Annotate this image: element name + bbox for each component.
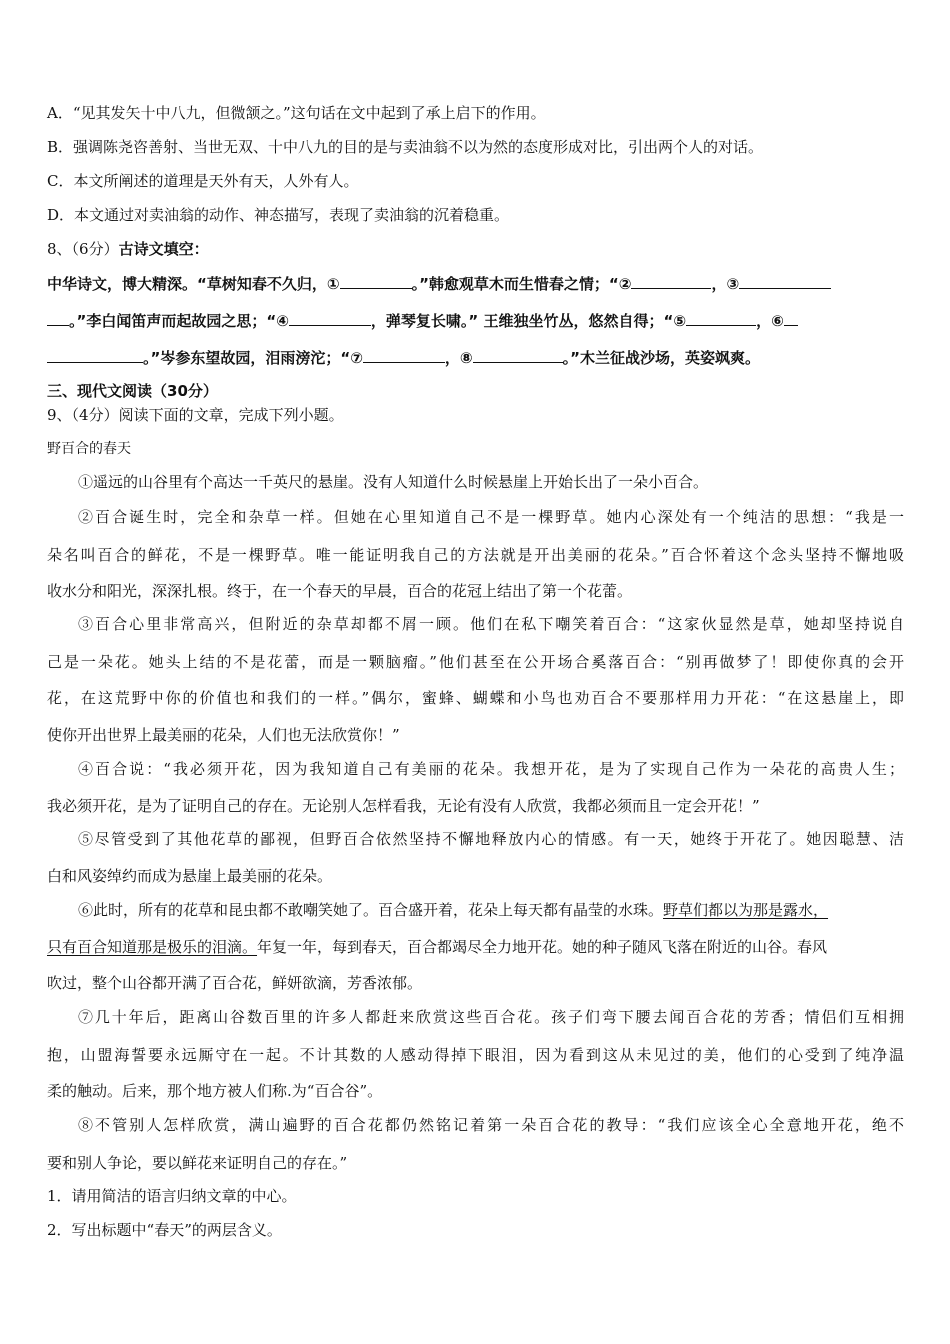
p6-underlined-sentence-2: 只有百合知道那是极乐的泪滴。: [47, 938, 258, 956]
q8-line1-text-b: 。”韩愈观草木而生惜春之情；“②: [411, 275, 632, 293]
section-3-heading: 三、现代文阅读（30分）: [47, 382, 218, 400]
option-a: A．“见其发矢十中八九，但微颔之。”这句话在文中起到了承上启下的作用。: [47, 104, 546, 122]
p5-l1-text: ⑤尽管受到了其他花草的鄙视，但野百合依然坚持不懈地释放内心的情感。有一天，她终于开花了。她因聪慧、洁: [78, 830, 904, 848]
paragraph-7-line-3: 柔的触动。后来，那个地方被人们称.为“百合谷”。: [47, 1082, 383, 1100]
p3-l3-text: 花，在这荒野中你的价值也和我们的一样。”偶尔，蜜蜂、蝴蝶和小鸟也劝百合不要那样用力开花：“在这悬崖上，即: [47, 689, 904, 707]
blank-8[interactable]: [473, 346, 563, 363]
paragraph-4-line-2: 我必须开花，是为了证明自己的存在。无论别人怎样看我，无论有没有人欣赏，我都必须而且一定会开花！”: [47, 797, 760, 815]
article-title: 野百合的春天: [47, 441, 131, 457]
q9-intro: 9、（4分）阅读下面的文章，完成下列小题。: [47, 406, 344, 424]
paragraph-7-line-2: [47, 1045, 904, 1065]
blank-6-cont[interactable]: [47, 346, 143, 363]
option-c: C．本文所阐述的道理是天外有天，人外有人。: [47, 172, 359, 190]
paragraph-3-line-3: [47, 688, 904, 708]
question-2: 2．写出标题中“春天”的两层含义。: [47, 1221, 282, 1239]
question-1: 1．请用简洁的语言归纳文章的中心。: [47, 1187, 297, 1205]
q8-prefix: 8、（6分）: [47, 240, 119, 258]
p3-l2-text: 己是一朵花。她头上结的不是花蕾，而是一颗脑瘤。”他们甚至在公开场合奚落百合：“别再做梦了！即使你真的会开: [47, 653, 904, 671]
p6-underlined-sentence-1: 野草们都以为那是露水，: [663, 901, 829, 919]
q8-line3-text-a: 。”岑参东望故园，泪雨滂沱；“⑦: [143, 349, 363, 367]
p3-l1-text: ③百合心里非常高兴，但附近的杂草却都不屑一顾。他们在私下嘲笑着百合：“这家伙显然是草，她却坚持说自: [78, 615, 904, 633]
paragraph-6-line-2: [47, 937, 827, 957]
paragraph-2-line-1: [78, 507, 904, 527]
p2-l2-text: 朵名叫百合的鲜花，不是一棵野草。唯一能证明我自己的方法就是开出美丽的花朵。”百合怀着这个念头坚持不懈地吸: [47, 546, 904, 564]
blank-6[interactable]: [784, 309, 798, 326]
q8-line3-text-c: 。”木兰征战沙场，英姿飒爽。: [562, 349, 760, 367]
q8-line2-text-c: ，⑥: [756, 312, 784, 330]
q8-line2-text-a: 。”李白闻笛声而起故园之思；“④: [69, 312, 289, 330]
p6-l2-text: 年复一年，每到春天，百合都竭尽全力地开花。她的种子随风飞落在附近的山谷。春风: [257, 938, 828, 956]
paragraph-2-line-2: [47, 545, 904, 565]
paragraph-3-line-4: 使你开出世界上最美丽的花朵，人们也无法欣赏你！”: [47, 726, 400, 744]
q8-heading: [47, 239, 209, 259]
paragraph-5-line-2: 白和风姿绰约而成为悬崖上最美丽的花朵。: [47, 867, 333, 885]
blank-3-cont[interactable]: [47, 309, 69, 326]
q8-line3-text-b: ，⑧: [444, 349, 473, 367]
blank-7[interactable]: [363, 346, 445, 363]
paragraph-4-line-1: [78, 759, 904, 779]
q8-line1-text-a: 中华诗文，博大精深。“草树知春不久归，①: [47, 275, 340, 293]
blank-4[interactable]: [289, 309, 371, 326]
q8-line1-text-c: ，③: [711, 275, 740, 293]
option-d: D．本文通过对卖油翁的动作、神态描写，表现了卖油翁的沉着稳重。: [47, 206, 510, 224]
paragraph-1: ①遥远的山谷里有个高达一千英尺的悬崖。没有人知道什么时候悬崖上开始长出了一朵小百合。: [78, 473, 709, 491]
paragraph-8-line-2: 要和别人争论，要以鲜花来证明自己的存在。”: [47, 1154, 348, 1172]
blank-3[interactable]: [739, 272, 831, 289]
q8-line-3: [47, 346, 760, 368]
q8-title: 古诗文填空：: [118, 240, 209, 258]
q8-line2-text-b: ，弹琴复长啸。” 王维独坐竹丛，悠然自得；“⑤: [370, 312, 687, 330]
p7-l2-text: 抱，山盟海誓要永远厮守在一起。不计其数的人感动得掉下眼泪，因为看到这从未见过的美，他们的心受到了纯净温: [47, 1046, 904, 1064]
paragraph-3-line-2: [47, 652, 904, 672]
option-b: B．强调陈尧咨善射、当世无双、十中八九的目的是与卖油翁不以为然的态度形成对比，引出两个人的对话。: [47, 138, 764, 156]
p6-l1-text: ⑥此时，所有的花草和昆虫都不敢嘲笑她了。百合盛开着，花朵上每天都有晶莹的水珠。: [78, 901, 664, 919]
p4-l1-text: ④百合说：“我必须开花，因为我知道自己有美丽的花朵。我想开花，是为了实现自己作为一朵花的高贵人生；: [78, 760, 904, 778]
paragraph-7-line-1: [78, 1007, 904, 1027]
q8-line-2: [47, 309, 798, 331]
p2-l1-text: ②百合诞生时，完全和杂草一样。但她在心里知道自己不是一棵野草。她内心深处有一个纯洁的思想：“我是一: [78, 508, 904, 526]
blank-5[interactable]: [686, 309, 756, 326]
paragraph-6-line-3: 吹过，整个山谷都开满了百合花，鲜妍欲滴，芳香浓郁。: [47, 974, 423, 992]
blank-2[interactable]: [631, 272, 711, 289]
blank-1[interactable]: [340, 272, 412, 289]
q8-line-1: [47, 272, 831, 294]
paragraph-6-line-1: [78, 900, 920, 920]
p8-l1-text: ⑧不管别人怎样欣赏，满山遍野的百合花都仍然铭记着第一朵百合花的教导：“我们应该全心全意地开花，绝不: [78, 1116, 904, 1134]
paragraph-8-line-1: [78, 1115, 904, 1135]
paragraph-5-line-1: [78, 829, 904, 849]
paragraph-2-line-3: 收水分和阳光，深深扎根。终于，在一个春天的早晨，百合的花冠上结出了第一个花蕾。: [47, 582, 633, 600]
paragraph-3-line-1: [78, 614, 904, 634]
p7-l1-text: ⑦几十年后，距离山谷数百里的许多人都赶来欣赏这些百合花。孩子们弯下腰去闻百合花的芳香；情侣们互相拥: [78, 1008, 904, 1026]
